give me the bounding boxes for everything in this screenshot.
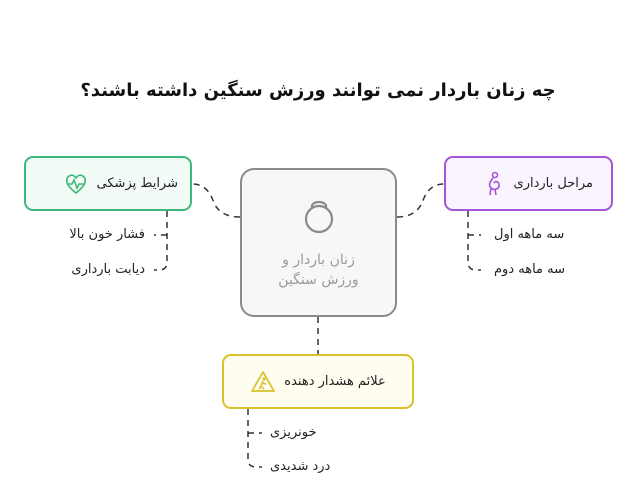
- diagram-title: چه زنان باردار نمی توانند ورزش سنگین داشته باشند؟: [80, 80, 556, 101]
- pregnancy-stages-label: مراحل بارداری: [513, 176, 593, 191]
- stages-item-first-trimester: سه ماهه اول: [494, 227, 565, 242]
- stages-item-second-trimester: سه ماهه دوم: [494, 262, 565, 277]
- center-label: [242, 250, 395, 290]
- medical-item-high-blood-pressure: فشار خون بالا: [69, 227, 145, 242]
- center-line-1: زنان باردار و: [282, 252, 355, 268]
- warning-item-severe-pain: درد شدیدی: [270, 459, 331, 474]
- center-line-2: ورزش سنگین: [278, 272, 359, 288]
- heart-monitor-icon: [63, 171, 89, 197]
- medical-conditions-label: شرایط پزشکی: [96, 176, 178, 191]
- warning-sign-icon: [250, 369, 276, 395]
- pregnancy-stages-node: [444, 156, 613, 211]
- warning-signs-label: علائم هشدار دهنده: [284, 374, 386, 389]
- center-topic: [240, 168, 397, 317]
- medical-conditions-node: [24, 156, 192, 211]
- medical-item-gestational-diabetes: دیابت بارداری: [71, 262, 145, 277]
- warning-signs-node: [222, 354, 414, 409]
- warning-item-bleeding: خونریزی: [270, 425, 317, 440]
- pregnant-woman-icon: [480, 171, 506, 197]
- kettlebell-icon: [299, 194, 339, 236]
